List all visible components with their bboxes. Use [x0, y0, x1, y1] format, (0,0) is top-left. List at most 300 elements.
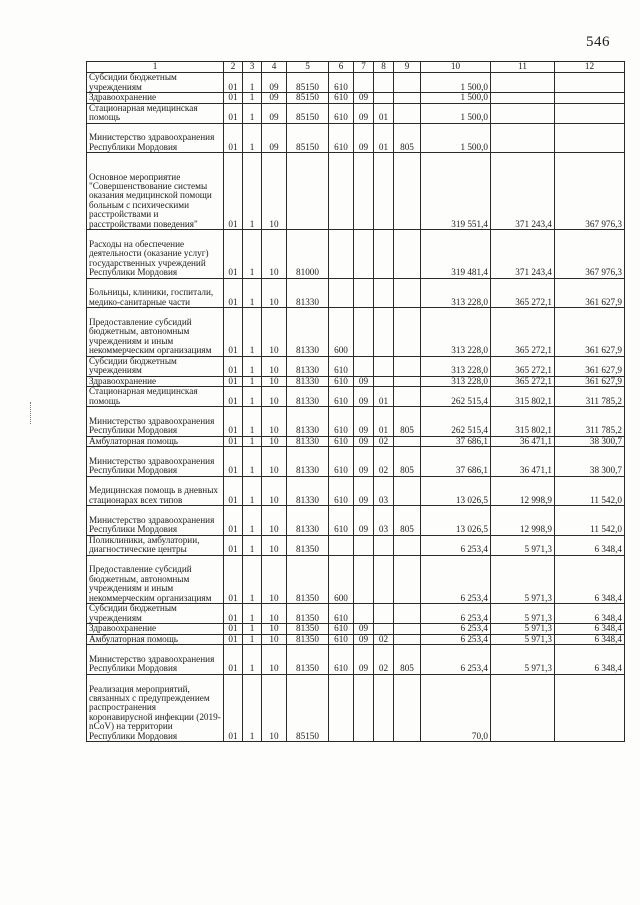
code-col-9	[394, 356, 421, 376]
amount-col-10: 6 253,4	[421, 535, 491, 555]
code-col-3: 1	[243, 230, 262, 279]
code-col-7: 09	[354, 103, 374, 123]
amount-col-10: 262 515,4	[421, 387, 491, 407]
amount-col-11	[491, 93, 555, 104]
code-col-2: 01	[224, 93, 243, 104]
code-col-2: 01	[224, 447, 243, 477]
code-col-7: 09	[354, 407, 374, 437]
code-col-2: 01	[224, 103, 243, 123]
code-col-7: 09	[354, 447, 374, 477]
code-col-9	[394, 535, 421, 555]
table-row	[87, 674, 625, 742]
row-name: Стационарная медицинская помощь	[87, 387, 224, 407]
code-col-4: 10	[262, 356, 287, 376]
amount-col-11	[491, 103, 555, 123]
code-col-3: 1	[243, 73, 262, 93]
amount-col-10: 262 515,4	[421, 407, 491, 437]
code-col-3: 1	[243, 555, 262, 604]
amount-col-12: 6 348,4	[555, 604, 625, 624]
code-col-6: 610	[329, 93, 354, 104]
code-col-9: 805	[394, 123, 421, 153]
code-col-3: 1	[243, 153, 262, 230]
amount-col-12: 38 300,7	[555, 436, 625, 447]
code-col-8: 02	[374, 645, 394, 675]
amount-col-12	[555, 674, 625, 742]
amount-col-12: 6 348,4	[555, 624, 625, 635]
amount-col-11: 36 471,1	[491, 447, 555, 477]
code-col-9: 805	[394, 407, 421, 437]
code-col-7: 09	[354, 645, 374, 675]
amount-col-12: 367 976,3	[555, 230, 625, 279]
row-name: Предоставление субсидий бюджетным, автономным учреждениям и иным некоммерческим организациям	[87, 308, 224, 357]
header-row	[87, 62, 625, 73]
amount-col-10: 319 481,4	[421, 230, 491, 279]
code-col-9	[394, 674, 421, 742]
header-col-4: 4	[262, 62, 287, 73]
code-col-9: 805	[394, 506, 421, 536]
header-col-7: 7	[354, 62, 374, 73]
code-col-3: 1	[243, 447, 262, 477]
code-col-6	[329, 278, 354, 308]
row-name: Здравоохранение	[87, 376, 224, 387]
amount-col-11	[491, 73, 555, 93]
code-col-3: 1	[243, 674, 262, 742]
table-row	[87, 278, 625, 308]
code-col-6	[329, 535, 354, 555]
code-col-8	[374, 674, 394, 742]
code-col-8	[374, 73, 394, 93]
code-col-7	[354, 73, 374, 93]
code-col-4: 10	[262, 535, 287, 555]
amount-col-11: 371 243,4	[491, 230, 555, 279]
code-col-2: 01	[224, 604, 243, 624]
code-col-6: 610	[329, 436, 354, 447]
code-col-5: 81330	[287, 376, 329, 387]
table-row	[87, 123, 625, 153]
code-col-8	[374, 230, 394, 279]
code-col-2: 01	[224, 308, 243, 357]
code-col-9: 805	[394, 447, 421, 477]
table-row	[87, 387, 625, 407]
code-col-5: 81330	[287, 476, 329, 506]
code-col-2: 01	[224, 674, 243, 742]
code-col-4: 10	[262, 624, 287, 635]
amount-col-12	[555, 123, 625, 153]
code-col-4: 10	[262, 645, 287, 675]
code-col-3: 1	[243, 103, 262, 123]
code-col-6: 610	[329, 604, 354, 624]
page-number: 546	[586, 34, 610, 50]
row-name: Субсидии бюджетным учреждениям	[87, 73, 224, 93]
row-name: Больницы, клиники, госпитали, медико-санитарные части	[87, 278, 224, 308]
code-col-2: 01	[224, 645, 243, 675]
header-col-10: 10	[421, 62, 491, 73]
code-col-8	[374, 308, 394, 357]
amount-col-12: 11 542,0	[555, 506, 625, 536]
code-col-6: 610	[329, 387, 354, 407]
code-col-4: 09	[262, 73, 287, 93]
code-col-4: 10	[262, 674, 287, 742]
amount-col-12: 361 627,9	[555, 376, 625, 387]
row-name: Расходы на обеспечение деятельности (оказание услуг) государственных учреждений Республики Мордовия	[87, 230, 224, 279]
code-col-8: 01	[374, 103, 394, 123]
table-row	[87, 230, 625, 279]
code-col-4: 10	[262, 407, 287, 437]
table-row	[87, 645, 625, 675]
code-col-4: 10	[262, 278, 287, 308]
code-col-3: 1	[243, 624, 262, 635]
code-col-9	[394, 476, 421, 506]
code-col-3: 1	[243, 476, 262, 506]
code-col-6	[329, 674, 354, 742]
code-col-5: 81330	[287, 356, 329, 376]
code-col-8: 03	[374, 506, 394, 536]
row-name: Медицинская помощь в дневных стационарах всех типов	[87, 476, 224, 506]
amount-col-12	[555, 73, 625, 93]
code-col-3: 1	[243, 407, 262, 437]
row-name: Министерство здравоохранения Республики Мордовия	[87, 645, 224, 675]
code-col-3: 1	[243, 535, 262, 555]
table-row	[87, 506, 625, 536]
table-row	[87, 376, 625, 387]
code-col-7: 09	[354, 376, 374, 387]
code-col-2: 01	[224, 153, 243, 230]
row-name: Министерство здравоохранения Республики Мордовия	[87, 447, 224, 477]
code-col-5: 81330	[287, 308, 329, 357]
row-name: Здравоохранение	[87, 93, 224, 104]
amount-col-11: 371 243,4	[491, 153, 555, 230]
code-col-9	[394, 103, 421, 123]
code-col-7	[354, 535, 374, 555]
code-col-5: 81330	[287, 278, 329, 308]
amount-col-11: 12 998,9	[491, 476, 555, 506]
code-col-2: 01	[224, 634, 243, 645]
table-row	[87, 624, 625, 635]
code-col-8: 02	[374, 447, 394, 477]
table-row	[87, 476, 625, 506]
table-row	[87, 308, 625, 357]
code-col-7	[354, 604, 374, 624]
amount-col-10: 70,0	[421, 674, 491, 742]
amount-col-10: 13 026,5	[421, 476, 491, 506]
code-col-5: 81330	[287, 387, 329, 407]
code-col-4: 09	[262, 103, 287, 123]
table-row	[87, 103, 625, 123]
amount-col-11: 5 971,3	[491, 555, 555, 604]
table-row	[87, 356, 625, 376]
row-name: Реализация мероприятий, связанных с предупреждением распространения коронавирусной инфекции (2019-nCoV) на территории Республики Мордовия	[87, 674, 224, 742]
code-col-7	[354, 674, 374, 742]
code-col-6	[329, 153, 354, 230]
code-col-3: 1	[243, 604, 262, 624]
code-col-5: 81330	[287, 436, 329, 447]
code-col-8: 03	[374, 476, 394, 506]
amount-col-12: 311 785,2	[555, 407, 625, 437]
amount-col-10: 6 253,4	[421, 604, 491, 624]
code-col-5: 81350	[287, 555, 329, 604]
code-col-6: 610	[329, 407, 354, 437]
code-col-4: 10	[262, 230, 287, 279]
code-col-6: 610	[329, 376, 354, 387]
amount-col-11: 365 272,1	[491, 308, 555, 357]
amount-col-10: 37 686,1	[421, 436, 491, 447]
code-col-2: 01	[224, 506, 243, 536]
amount-col-11: 5 971,3	[491, 604, 555, 624]
code-col-5: 85150	[287, 103, 329, 123]
code-col-5: 81350	[287, 604, 329, 624]
header-col-2: 2	[224, 62, 243, 73]
amount-col-11: 5 971,3	[491, 634, 555, 645]
code-col-4: 10	[262, 308, 287, 357]
header-col-6: 6	[329, 62, 354, 73]
code-col-8	[374, 604, 394, 624]
code-col-7	[354, 356, 374, 376]
header-col-11: 11	[491, 62, 555, 73]
amount-col-11: 12 998,9	[491, 506, 555, 536]
amount-col-12: 6 348,4	[555, 555, 625, 604]
amount-col-12: 6 348,4	[555, 645, 625, 675]
code-col-4: 10	[262, 153, 287, 230]
code-col-3: 1	[243, 376, 262, 387]
code-col-3: 1	[243, 634, 262, 645]
code-col-8	[374, 624, 394, 635]
amount-col-12: 367 976,3	[555, 153, 625, 230]
code-col-9	[394, 624, 421, 635]
code-col-6: 610	[329, 73, 354, 93]
row-name: Субсидии бюджетным учреждениям	[87, 604, 224, 624]
amount-col-12: 361 627,9	[555, 308, 625, 357]
amount-col-11: 5 971,3	[491, 645, 555, 675]
code-col-7: 09	[354, 387, 374, 407]
header-col-12: 12	[555, 62, 625, 73]
table-row	[87, 604, 625, 624]
code-col-2: 01	[224, 436, 243, 447]
code-col-9	[394, 555, 421, 604]
amount-col-11: 315 802,1	[491, 387, 555, 407]
code-col-7: 09	[354, 93, 374, 104]
code-col-9	[394, 230, 421, 279]
code-col-5: 85150	[287, 73, 329, 93]
code-col-3: 1	[243, 308, 262, 357]
code-col-4: 10	[262, 506, 287, 536]
code-col-9	[394, 376, 421, 387]
amount-col-10: 313 228,0	[421, 308, 491, 357]
code-col-3: 1	[243, 506, 262, 536]
code-col-5: 85150	[287, 123, 329, 153]
code-col-2: 01	[224, 624, 243, 635]
code-col-2: 01	[224, 356, 243, 376]
amount-col-12: 361 627,9	[555, 356, 625, 376]
code-col-9	[394, 634, 421, 645]
amount-col-10: 6 253,4	[421, 624, 491, 635]
code-col-2: 01	[224, 555, 243, 604]
code-col-8	[374, 555, 394, 604]
code-col-5: 81350	[287, 624, 329, 635]
amount-col-12: 38 300,7	[555, 447, 625, 477]
code-col-3: 1	[243, 278, 262, 308]
row-name: Основное мероприятие "Совершенствование системы оказания медицинской помощи больным с психическими расстройствами и расстройствами поведения"	[87, 153, 224, 230]
code-col-2: 01	[224, 376, 243, 387]
code-col-9	[394, 278, 421, 308]
table-row	[87, 73, 625, 93]
header-col-8: 8	[374, 62, 394, 73]
code-col-5: 81330	[287, 447, 329, 477]
table-row	[87, 535, 625, 555]
code-col-3: 1	[243, 645, 262, 675]
code-col-6: 600	[329, 308, 354, 357]
code-col-8	[374, 535, 394, 555]
amount-col-12: 311 785,2	[555, 387, 625, 407]
code-col-5: 81330	[287, 407, 329, 437]
code-col-7: 09	[354, 634, 374, 645]
code-col-3: 1	[243, 436, 262, 447]
amount-col-11	[491, 123, 555, 153]
code-col-6: 610	[329, 624, 354, 635]
code-col-5	[287, 153, 329, 230]
amount-col-11: 5 971,3	[491, 624, 555, 635]
code-col-9	[394, 604, 421, 624]
code-col-9	[394, 436, 421, 447]
margin-mark	[30, 402, 33, 424]
code-col-9	[394, 387, 421, 407]
row-name: Амбулаторная помощь	[87, 436, 224, 447]
code-col-3: 1	[243, 123, 262, 153]
amount-col-12: 11 542,0	[555, 476, 625, 506]
amount-col-10: 6 253,4	[421, 634, 491, 645]
code-col-2: 01	[224, 476, 243, 506]
code-col-8: 01	[374, 387, 394, 407]
amount-col-10: 6 253,4	[421, 645, 491, 675]
code-col-6: 610	[329, 123, 354, 153]
code-col-4: 10	[262, 476, 287, 506]
code-col-6: 600	[329, 555, 354, 604]
amount-col-10: 1 500,0	[421, 73, 491, 93]
code-col-6	[329, 230, 354, 279]
code-col-4: 10	[262, 447, 287, 477]
code-col-6: 610	[329, 476, 354, 506]
code-col-8: 01	[374, 407, 394, 437]
code-col-7	[354, 308, 374, 357]
amount-col-10: 313 228,0	[421, 376, 491, 387]
code-col-5: 85150	[287, 674, 329, 742]
code-col-5: 81350	[287, 634, 329, 645]
code-col-4: 09	[262, 93, 287, 104]
code-col-7: 09	[354, 436, 374, 447]
code-col-9	[394, 73, 421, 93]
code-col-7: 09	[354, 506, 374, 536]
code-col-9	[394, 153, 421, 230]
header-col-3: 3	[243, 62, 262, 73]
code-col-6: 610	[329, 356, 354, 376]
code-col-8: 01	[374, 123, 394, 153]
amount-col-11: 5 971,3	[491, 535, 555, 555]
code-col-2: 01	[224, 278, 243, 308]
code-col-3: 1	[243, 356, 262, 376]
code-col-4: 10	[262, 376, 287, 387]
amount-col-11: 365 272,1	[491, 356, 555, 376]
code-col-7: 09	[354, 123, 374, 153]
code-col-6: 610	[329, 645, 354, 675]
code-col-3: 1	[243, 387, 262, 407]
code-col-8	[374, 376, 394, 387]
code-col-7	[354, 555, 374, 604]
code-col-5: 81350	[287, 645, 329, 675]
row-name: Министерство здравоохранения Республики Мордовия	[87, 123, 224, 153]
row-name: Поликлиники, амбулатории, диагностические центры	[87, 535, 224, 555]
amount-col-12: 361 627,9	[555, 278, 625, 308]
code-col-2: 01	[224, 535, 243, 555]
amount-col-10: 37 686,1	[421, 447, 491, 477]
code-col-3: 1	[243, 93, 262, 104]
amount-col-11: 365 272,1	[491, 278, 555, 308]
amount-col-11: 36 471,1	[491, 436, 555, 447]
amount-col-11	[491, 674, 555, 742]
code-col-7: 09	[354, 624, 374, 635]
row-name: Министерство здравоохранения Республики Мордовия	[87, 506, 224, 536]
amount-col-10: 1 500,0	[421, 103, 491, 123]
code-col-5: 81350	[287, 535, 329, 555]
table-row	[87, 153, 625, 230]
code-col-2: 01	[224, 407, 243, 437]
amount-col-10: 313 228,0	[421, 278, 491, 308]
table-row	[87, 93, 625, 104]
code-col-9	[394, 93, 421, 104]
code-col-7	[354, 278, 374, 308]
table-row	[87, 555, 625, 604]
code-col-6: 610	[329, 506, 354, 536]
row-name: Предоставление субсидий бюджетным, автономным учреждениям и иным некоммерческим организациям	[87, 555, 224, 604]
amount-col-11: 365 272,1	[491, 376, 555, 387]
code-col-8	[374, 356, 394, 376]
amount-col-10: 313 228,0	[421, 356, 491, 376]
code-col-7	[354, 153, 374, 230]
header-col-9: 9	[394, 62, 421, 73]
code-col-4: 10	[262, 387, 287, 407]
amount-col-11: 315 802,1	[491, 407, 555, 437]
code-col-5: 81330	[287, 506, 329, 536]
table-row	[87, 407, 625, 437]
amount-col-12	[555, 93, 625, 104]
budget-table	[86, 61, 625, 742]
table-row	[87, 436, 625, 447]
code-col-7	[354, 230, 374, 279]
row-name: Субсидии бюджетным учреждениям	[87, 356, 224, 376]
amount-col-10: 319 551,4	[421, 153, 491, 230]
code-col-4: 10	[262, 604, 287, 624]
code-col-8	[374, 93, 394, 104]
table-row	[87, 447, 625, 477]
code-col-8: 02	[374, 436, 394, 447]
amount-col-10: 1 500,0	[421, 93, 491, 104]
code-col-7: 09	[354, 476, 374, 506]
row-name: Стационарная медицинская помощь	[87, 103, 224, 123]
header-col-5: 5	[287, 62, 329, 73]
code-col-4: 10	[262, 555, 287, 604]
amount-col-10: 13 026,5	[421, 506, 491, 536]
code-col-8: 02	[374, 634, 394, 645]
code-col-6: 610	[329, 447, 354, 477]
code-col-5: 85150	[287, 93, 329, 104]
code-col-6: 610	[329, 634, 354, 645]
amount-col-12: 6 348,4	[555, 634, 625, 645]
amount-col-12: 6 348,4	[555, 535, 625, 555]
code-col-4: 10	[262, 634, 287, 645]
row-name: Здравоохранение	[87, 624, 224, 635]
code-col-4: 09	[262, 123, 287, 153]
header-col-1: 1	[87, 62, 224, 73]
amount-col-12	[555, 103, 625, 123]
code-col-2: 01	[224, 123, 243, 153]
